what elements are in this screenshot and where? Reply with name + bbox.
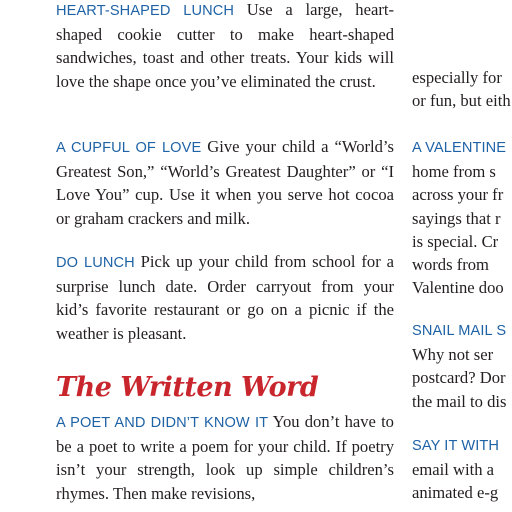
section-heading: The Written Word — [56, 372, 319, 403]
paragraph-lead: A POET AND DIDN’T KNOW IT — [56, 415, 269, 431]
paragraph-do-lunch — [56, 250, 394, 345]
paragraph-lead: SNAIL MAIL S — [412, 323, 507, 339]
paragraph-body: Use a large, heart-shaped cookie cutter to make heart-shaped sandwiches, toast and other treats. Your kids will love the shape once you’ve eliminated the crust. — [56, 0, 394, 91]
paragraph-snail-mail — [412, 318, 512, 413]
paragraph-body: especially for or fun, but eith — [412, 68, 511, 111]
paragraph-lead: A CUPFUL OF LOVE — [56, 140, 202, 156]
paragraph-lead: A VALENTINE — [412, 140, 507, 156]
paragraph-lead: DO LUNCH — [56, 255, 135, 271]
paragraph-body: home from s across your fr sayings that r is special. Cr words from Valentine doo — [412, 162, 504, 298]
paragraph-lead: SAY IT WITH — [412, 438, 500, 454]
paragraph-valentine — [412, 135, 512, 299]
paragraph-body: Why not ser postcard? Dor the mail to dis — [412, 345, 507, 411]
paragraph-say-it-with — [412, 433, 512, 505]
paragraph-poet — [56, 410, 394, 505]
paragraph-fragment — [412, 66, 512, 112]
paragraph-body: Give your child a “World’s Greatest Son,” “World’s Greatest Daughter” or “I Love You” cup. Use it when you serve hot cocoa or graham crackers and milk. — [56, 137, 394, 228]
paragraph-heart-shaped-lunch — [56, 0, 394, 93]
paragraph-body: Pick up your child from school for a surprise lunch date. Order carryout from your kid’s favorite restaurant or go on a picnic if the weather is pleasant. — [56, 252, 394, 343]
paragraph-cupful-of-love — [56, 135, 394, 230]
paragraph-body: email with a animated e-g — [412, 460, 499, 503]
paragraph-lead: HEART-SHAPED LUNCH — [56, 3, 235, 19]
paragraph-body: You don’t have to be a poet to write a poem for your child. If poetry isn’t your strength, look up simple children’s rhymes. Then make revisions, — [56, 412, 394, 503]
